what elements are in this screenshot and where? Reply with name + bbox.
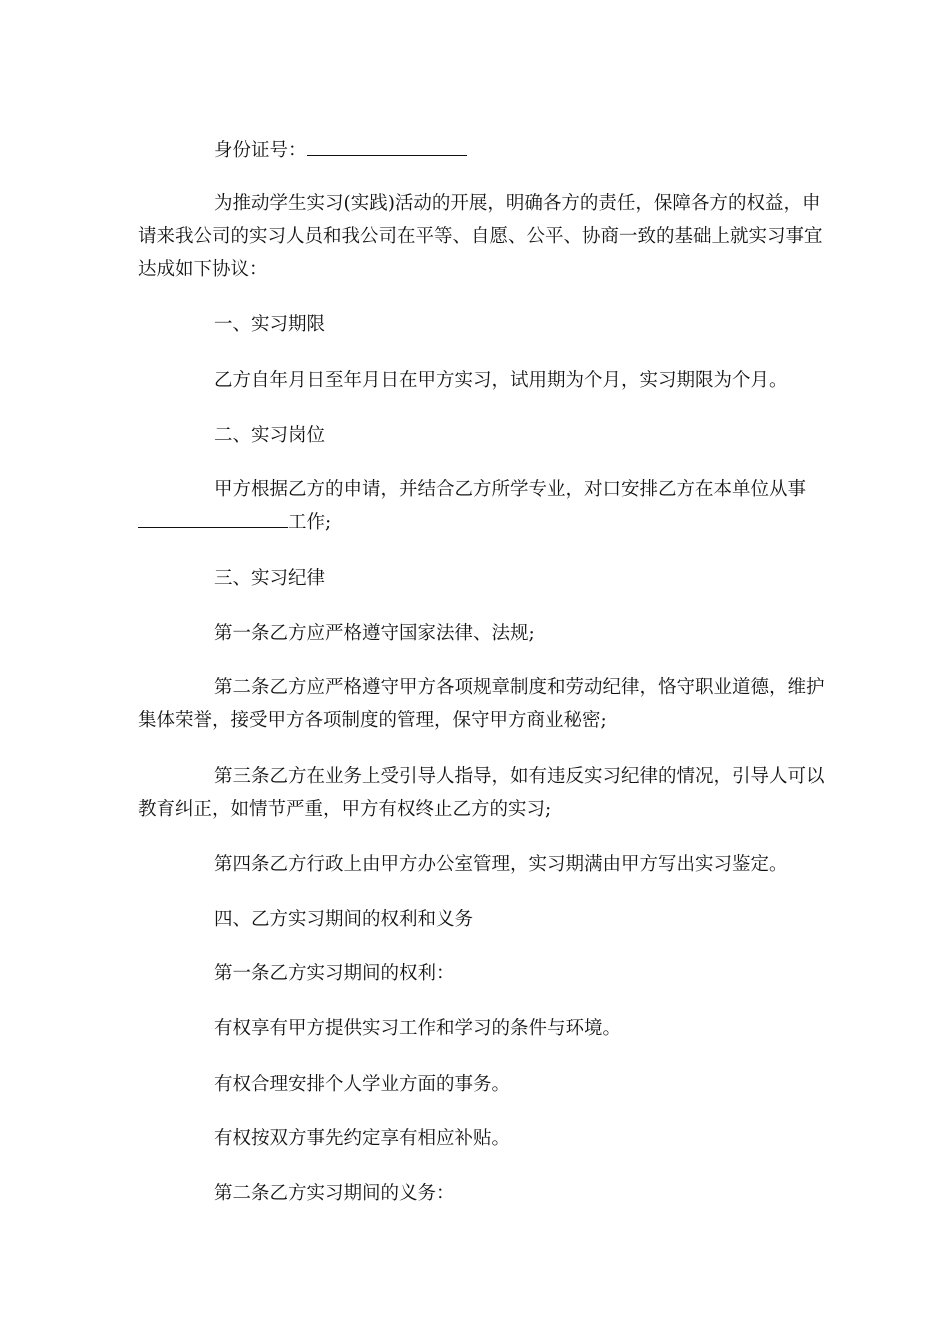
section-3-article-2: 第二条乙方应严格遵守甲方各项规章制度和劳动纪律，恪守职业道德，维护集体荣誉，接受甲方各项制度的管理，保守甲方商业秘密; (138, 677, 825, 731)
section-3-article-1: 第一条乙方应严格遵守国家法律、法规; (214, 623, 535, 644)
section-2-text-b: 工作; (288, 512, 332, 533)
id-number-label: 身份证号： (214, 140, 307, 161)
section-2-text-a: 甲方根据乙方的申请，并结合乙方所学专业，对口安排乙方在本单位从事 (214, 479, 807, 500)
section-4-right-3: 有权按双方事先约定享有相应补贴。 (214, 1128, 511, 1149)
section-4-right-2: 有权合理安排个人学业方面的事务。 (214, 1074, 511, 1095)
section-3-article-3: 第三条乙方在业务上受引导人指导，如有违反实习纪律的情况，引导人可以教育纠正，如情节严重，甲方有权终止乙方的实习; (138, 766, 825, 820)
section-4-title: 四、乙方实习期间的权利和义务 (214, 909, 474, 930)
section-4-right-1: 有权享有甲方提供实习工作和学习的条件与环境。 (214, 1018, 622, 1039)
section-1-text: 乙方自年月日至年月日在甲方实习，试用期为个月，实习期限为个月。 (214, 370, 788, 391)
section-2-title: 二、实习岗位 (214, 425, 326, 446)
section-4-article-1: 第一条乙方实习期间的权利： (214, 963, 455, 984)
section-3-title: 三、实习纪律 (214, 568, 326, 589)
intro-paragraph: 为推动学生实习(实践)活动的开展，明确各方的责任，保障各方的权益，申请来我公司的实习人员和我公司在平等、自愿、公平、协商一致的基础上就实习事宜达成如下协议： (138, 193, 823, 280)
section-2-text (138, 473, 828, 539)
section-3-article-4: 第四条乙方行政上由甲方办公室管理，实习期满由甲方写出实习鉴定。 (214, 854, 788, 875)
position-blank (138, 509, 288, 528)
id-number-blank (307, 137, 467, 156)
id-number-line (138, 134, 828, 167)
section-4-article-2: 第二条乙方实习期间的义务： (214, 1183, 455, 1204)
section-1-title: 一、实习期限 (214, 314, 326, 335)
